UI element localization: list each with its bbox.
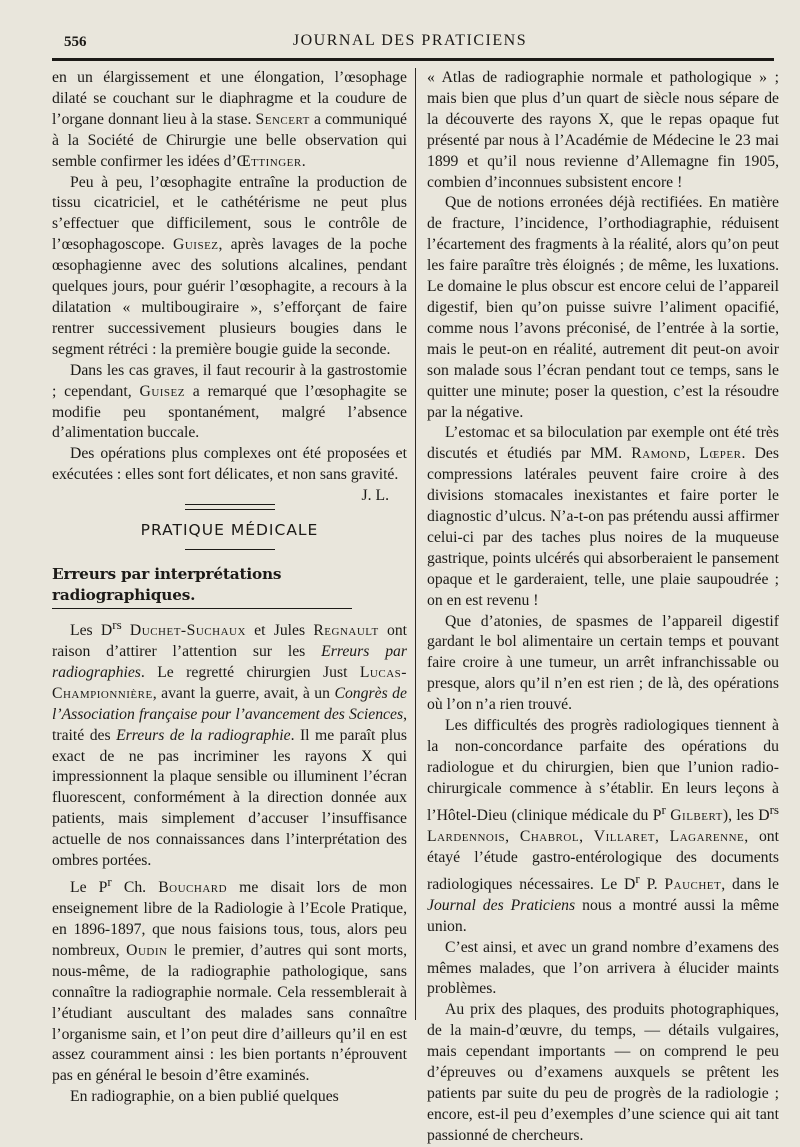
author-name: Villaret: [593, 827, 655, 845]
page-number: 556: [64, 34, 87, 50]
paragraph: en un élargissement et une élongation, l’œsophage dilaté se couchant sur le diaphragme et la coudure de l’organe donnant lieu à la stase. Sencert a communiqué à la Société de Chirurgie une belle observation qui semble confirmer les idées d’Œttinger.: [52, 69, 408, 170]
paragraph: Des opérations plus complexes ont été proposées et exécutées : elles sont fort délicates, et non sans gravité. J. L.: [52, 444, 407, 486]
paragraph: Dans les cas graves, il faut recourir à la gastrostomie ; cependant, Guisez a remarqué que l’œsophagite se modifie peu spontanément, malgré l’absence d’alimentation buccale.: [52, 361, 407, 442]
author-name: Lardennois: [427, 827, 506, 845]
page-header: [52, 30, 768, 56]
paragraph: Le $P^r$ Ch. Bouchard me disait lors de mon enseignement libre de la Radiologie à l’Ecole Pratique, en 1896-1897, que nous faisions tous, tous, alors peu nombreux, Oudin le premier, d’autres qui sont morts, nous-même, de la radiographie pathologique, sans connaître la radiographie normale. Cela ressemblerait à l’étudiant auscultant des malades sans connaître l’organisme sain, et l’on peut dire d’ailleurs qu’il en est assez couramment ainsi : les bien portants n’éprouvent pas en général le besoin d’être examinés.: [52, 873, 407, 1085]
author-name: Oudin: [126, 941, 168, 959]
author-name: Duchet-Suchaux: [129, 622, 246, 640]
paragraph: Les difficultés des progrès radiologiques tiennent à la non-concordance parfaite des opérations du radiologue et du chirurgien, bien que l’union radio-chirurgicale commence à s’établir. En leurs leçons à l’Hôtel-Dieu (clinique médicale du $P^r$ Gilbert), les $D^{rs}$ Lardennois, Chabrol, Villaret, Lagarenne, ont étayé l’étude gastro-entérologique des documents radiologiques nécessaires. Le $D^r$ P. Pauchet, dans le Journal des Praticiens nous a montré aussi la même union.: [427, 717, 780, 935]
paragraph: En radiographie, on a bien publié quelques: [70, 1088, 339, 1106]
paragraph: Les $D^{rs}$ Duchet-Suchaux et Jules Regnault ont raison d’attirer l’attention sur les Erreurs par radiographies. Le regretté chirurgien Just Lucas-Championnière, avant la guerre, avait, à un Congrès de l’Association française pour l’avancement des Sciences, traité des Erreurs de la radiographie. Il me paraît plus exact de ne pas incriminer les rayons X qui impressionnent la plaque sensible ou illuminent l’écran fluorescent, conformément à la direction donnée aux patients, mais simplement d’accuser l’insuffisance actuelle de nos connaissances dans l’interprétation des ombres portées.: [52, 616, 408, 870]
right-column: [427, 68, 780, 1144]
left-column: [52, 68, 408, 1106]
author-name: Guisez: [139, 382, 185, 400]
author-name: Chabrol: [519, 827, 580, 845]
header-rule: [52, 58, 774, 61]
paragraph: Au prix des plaques, des produits photographiques, de la main-d’œuvre, du temps, — détails vulgaires, mais cependant importants — on comprend le peu d’épreuves ou d’examens auxquels se prêtent les patients par suite du peu de progrès de la radiologie ; encore, est-il peu d’exemples d’une science qui ait tant passionné de chercheurs.: [427, 1001, 779, 1144]
section-title-rule: [185, 549, 275, 550]
author-name: Lucas-Championnière: [52, 663, 407, 702]
paragraph: Que d’atonies, de spasmes de l’appareil digestif gardant le bol alimentaire un certain temps et pouvant faire croire à une tumeur, un arrêt infranchissable ou presque, alors qu’il n’en est rien ; de là, des opérations où l’on n’a rien trouvé.: [427, 612, 779, 714]
article-title-underline: [52, 608, 352, 609]
section-title: PRATIQUE MÉDICALE: [140, 521, 319, 540]
paragraph: « Atlas de radiographie normale et pathologique » ; mais bien que plus d’un quart de siècle nous sépare de la découverte des rayons X, que le repas opaque fut présenté par nous à l’Académie de Médecine le 23 mai 1899 et qu’il nous revienne d’Allemagne fin 1905, combien d’inconnues subsistent encore !: [427, 69, 779, 191]
author-name: Ramond: [631, 445, 687, 463]
column-divider: [415, 68, 416, 1020]
signature: J. L.: [361, 487, 389, 505]
paragraph: Peu à peu, l’œsophagite entraîne la production de tissu cicatriciel, et le cathétérisme ne peut plus s’effectuer que difficilement, sous le contrôle de l’œsophagoscope. Guisez, après lavages de la poche œsophagienne avec des solutions alcalines, pendant quelques jours, pour guérir l’œsophagite, a recours à la dilatation « multibougiraire », s’efforçant de faire rentrer successivement plusieurs bougies dans le segment rétréci : la première bougie guide la seconde.: [52, 173, 407, 358]
author-name: Œttinger: [236, 152, 302, 170]
author-name: Pauchet: [664, 875, 722, 893]
paragraph: L’estomac et sa biloculation par exemple ont été très discutés et étudiés par MM. Ramond, Lœper. Des compressions latérales peuvent faire croire à des divisions stomacales inexistantes et faire porter le diagnostic d’ulcus. N’a-t-on pas prétendu aussi affirmer celui-ci par des taches plus noires de la muqueuse gastrique, points ulcérés qui absorberaient le pansement opaque et le garderaient, telle, une plaie saupoudrée ; on en est revenu !: [427, 424, 779, 609]
paragraph: Que de notions erronées déjà rectifiées. En matière de fracture, l’incidence, l’orthodiagraphie, réduisent l’écartement des fragments à la réalité, alors qu’on peut les faire paraître très éloignés ; de même, les luxations. Le domaine le plus obscur est encore celui de l’appareil digestif, bien qu’on puisse suivre l’aliment opacifié, comme nous l’avons préconisé, de l’entrée à la sortie, mais le peut-on en réalité, autrement dit peut-on avoir son malade sous l’écran pendant tout ce temps, sans le quitter une minute; poser la question, c’est la résoudre par la négative.: [427, 194, 779, 421]
section-separator: [185, 504, 275, 510]
author-name: Bouchard: [158, 879, 228, 897]
paragraph: C’est ainsi, et avec un grand nombre d’examens des mêmes malades, que l’on arrivera à élucider maints problèmes.: [427, 938, 779, 998]
author-name: Sencert: [255, 110, 310, 128]
author-name: Lagarenne: [669, 827, 745, 845]
author-name: Gilbert: [670, 806, 723, 824]
author-name: Guisez: [173, 236, 219, 254]
author-name: Lœper: [699, 445, 742, 463]
journal-title: JOURNAL DES PRATICIENS: [292, 32, 528, 49]
author-name: Regnault: [313, 622, 379, 640]
article-title: Erreurs par interprétations radiographiques.: [52, 565, 282, 604]
